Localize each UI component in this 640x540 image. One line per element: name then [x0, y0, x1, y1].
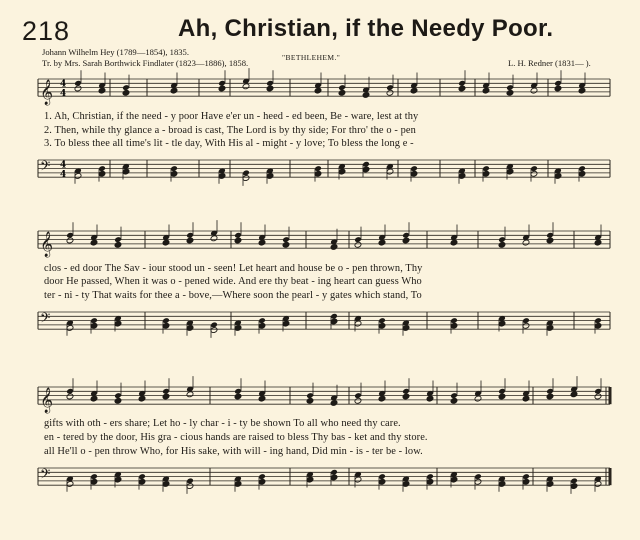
lyric-line: 3. To bless thee all time's lit - tle day, With His al - might - y love; To bless the long e - — [44, 138, 414, 149]
time-signature: 4 — [60, 170, 67, 181]
note-head — [258, 395, 266, 402]
note-head — [530, 87, 538, 94]
bass-clef-icon: 𝄢 — [40, 157, 51, 177]
composer-credit: L. H. Redner (1831— ). — [508, 58, 591, 68]
note-head — [234, 237, 242, 244]
note-head — [66, 393, 74, 400]
lyric-line: gifts with oth - ers share; Let ho - ly char - i - ty be shown To all who need thy care. — [44, 418, 401, 429]
note-head — [594, 393, 602, 400]
bass-clef-icon: 𝄢 — [40, 465, 51, 485]
note-head — [546, 393, 554, 400]
note-head — [98, 87, 106, 94]
note-head — [338, 89, 346, 96]
time-signature: 4 — [60, 89, 67, 100]
note-head — [378, 395, 386, 402]
lyric-line: 2. Then, while thy glance a - broad is cast, The Lord is by thy side; For thro' the o - pen — [44, 125, 416, 136]
note-head — [362, 92, 370, 99]
bass-clef-icon: 𝄢 — [40, 309, 51, 329]
note-head — [474, 395, 482, 402]
note-head — [74, 85, 82, 92]
note-head — [218, 85, 226, 92]
note-head — [594, 239, 602, 246]
note-head — [162, 393, 170, 400]
note-head — [234, 393, 242, 400]
note-head — [506, 89, 514, 96]
note-head — [498, 241, 506, 248]
note-head — [114, 241, 122, 248]
treble-clef-icon: 𝄞 — [40, 232, 54, 258]
note-head — [114, 397, 122, 404]
note-head — [354, 397, 362, 404]
lyric-line: ter - ni - ty That waits for thee a - bove,—Where soon the pearl - y gates which stand, To — [44, 290, 422, 301]
note-head — [578, 87, 586, 94]
note-head — [66, 237, 74, 244]
note-head — [170, 87, 178, 94]
author-credit: Johann Wilhelm Hey (1789—1854), 1835. — [42, 47, 190, 57]
time-signature: 4 — [60, 160, 67, 171]
note-head — [330, 400, 338, 407]
note-head — [282, 241, 290, 248]
lyric-line: 1. Ah, Christian, if the need - y poor Have e'er un - heed - ed been, Be - ware, lest at thy — [44, 111, 419, 122]
note-head — [426, 395, 434, 402]
lyric-line: en - tered by the door, His gra - cious hands are raised to bless Thy bas - ket and thy store. — [44, 432, 428, 443]
note-head — [122, 89, 130, 96]
treble-clef-icon: 𝄞 — [40, 80, 54, 106]
note-head — [306, 397, 314, 404]
hymn-number: 218 — [22, 16, 71, 46]
note-head — [354, 241, 362, 248]
note-head — [450, 239, 458, 246]
treble-clef-icon: 𝄞 — [40, 388, 54, 414]
note-head — [162, 239, 170, 246]
note-head — [378, 239, 386, 246]
hymn-title: Ah, Christian, if the Needy Poor. — [178, 15, 554, 42]
tune-name: "BETHLEHEM." — [282, 53, 341, 62]
note-head — [546, 237, 554, 244]
note-head — [90, 395, 98, 402]
note-head — [138, 395, 146, 402]
note-head — [410, 87, 418, 94]
note-head — [402, 237, 410, 244]
lyric-line: clos - ed door The Sav - iour stood un - seen! Let heart and house be o - pen thrown, Thy — [44, 263, 423, 274]
note-head — [450, 397, 458, 404]
lyric-line: all He'll o - pen throw Who, for His sake, with will - ing hand, Did min - is - ter be - low. — [44, 446, 423, 457]
note-head — [242, 83, 250, 90]
note-head — [402, 393, 410, 400]
note-head — [498, 393, 506, 400]
note-head — [522, 239, 530, 246]
lyric-line: door He passed, When it was o - pened wide. And ere thy beat - ing heart can guess Who — [44, 276, 422, 287]
note-head — [554, 85, 562, 92]
note-head — [314, 87, 322, 94]
note-head — [570, 391, 578, 398]
note-head — [186, 391, 194, 398]
note-head — [522, 395, 530, 402]
note-head — [458, 85, 466, 92]
note-head — [258, 239, 266, 246]
translator-credit: Tr. by Mrs. Sarah Borthwick Findlater (1823—1886), 1858. — [42, 58, 249, 68]
note-head — [482, 87, 490, 94]
note-head — [90, 239, 98, 246]
note-head — [266, 85, 274, 92]
note-head — [210, 235, 218, 242]
note-head — [330, 244, 338, 251]
note-head — [186, 237, 194, 244]
note-head — [386, 89, 394, 96]
time-signature: 4 — [60, 79, 67, 90]
